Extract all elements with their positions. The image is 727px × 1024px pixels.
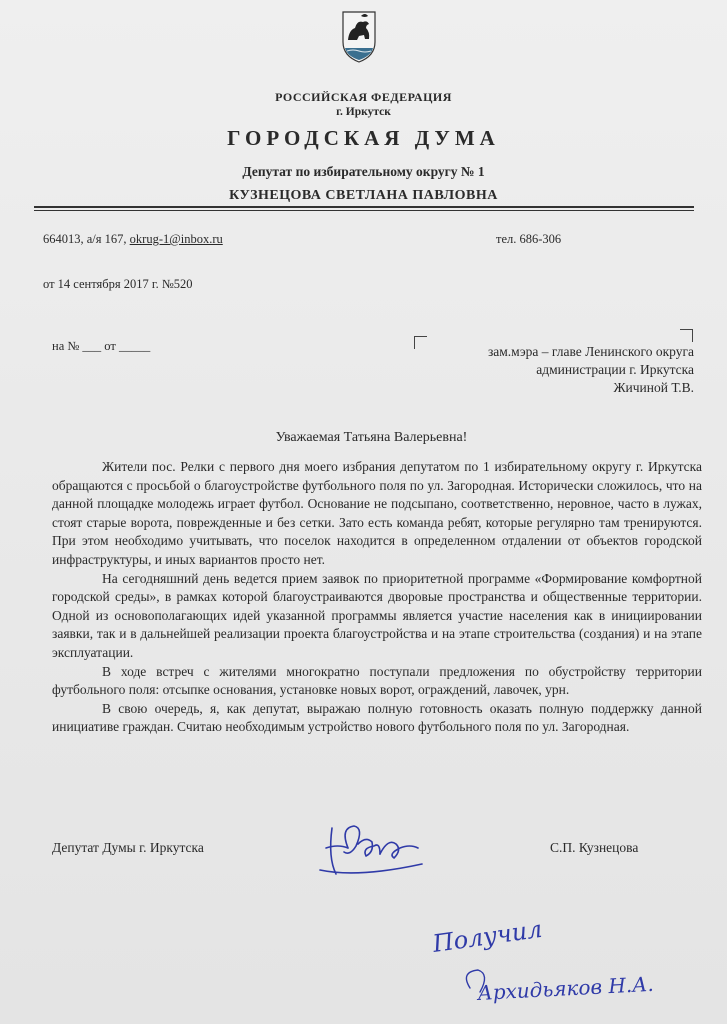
city-heading: г. Иркутск <box>336 106 391 118</box>
header-rule-thin <box>34 210 694 211</box>
paragraph: Жители пос. Релки с первого дня моего избрания депутатом по 1 избирательному округу г. Иркутска обращаются с просьбой о благоустройстве футбольного поля по ул. Загородная. Исторически сложилось, что на данной площадке молодежь играет футбол. Основание не подсыпано, соответственно, неровное, часто в лужах, стоят старые ворота, поврежденные и без сетки. Зато есть команда ребят, которые регулярно там тренируются. При этом необходимо учитывать, что поселок находится в определенном отдалении от объектов городской инфраструктуры, и иных вариантов просто нет. <box>52 459 702 567</box>
handwritten-signature <box>318 818 428 888</box>
recipient-block <box>440 343 694 397</box>
receipt-note-line-1: Получил <box>430 914 545 958</box>
country-heading: РОССИЙСКАЯ ФЕДЕРАЦИЯ <box>275 90 452 104</box>
recipient-line-1: зам.мэра – главе Ленинского округа <box>487 344 694 359</box>
paragraph: В свою очередь, я, как депутат, выражаю полную готовность оказать полную поддержку данной инициативе граждан. Считаю необходимым устройство нового футбольного поля по ул. Загородная. <box>52 700 702 735</box>
handwritten-receipt-note <box>430 912 720 1012</box>
recipient-line-3: Жичиной Т.В. <box>613 380 694 395</box>
paragraph: На сегодняшний день ведется прием заявок по приоритетной программе «Формирование комфортной городской среды», в рамках которой благоустраиваются дворовые пространства и общественные территории. Одной из основополагающих идей указанной программы является участие населения как в инициировании заявки, так и в дальнейшей реализации проекта благоустройства и на этапе строительства (создания) и на этапе эксплуатации. <box>52 570 702 660</box>
signatory-name: С.П. Кузнецова <box>550 840 639 855</box>
letter-body <box>52 458 702 737</box>
email-link[interactable]: okrug-1@inbox.ru <box>129 232 223 246</box>
irkutsk-coat-of-arms-icon <box>341 8 377 64</box>
address-corner-left <box>414 336 427 349</box>
paragraph: В ходе встреч с жителями многократно поступали предложения по обустройству территории футбольного поля: отсыпке основания, установке новых ворот, ограждений, лавочек, урн. <box>52 663 702 698</box>
postal-address <box>43 232 223 247</box>
letter-date: от 14 сентября 2017 г. №520 <box>43 277 193 291</box>
address-corner-right <box>680 329 693 342</box>
signatory-position: Депутат Думы г. Иркутска <box>52 840 204 855</box>
deputy-district-line: Депутат по избирательному округу № 1 <box>242 164 485 179</box>
council-title: ГОРОДСКАЯ ДУМА <box>227 126 500 150</box>
reply-reference: на № ___ от _____ <box>52 339 151 353</box>
receipt-note-line-2: Архидьяков Н.А. <box>477 971 655 1005</box>
header-rule-thick <box>34 206 694 208</box>
greeting: Уважаемая Татьяна Валерьевна! <box>275 430 468 445</box>
phone-number: тел. 686-306 <box>496 232 562 246</box>
recipient-line-2: администрации г. Иркутска <box>536 362 694 377</box>
deputy-name: КУЗНЕЦОВА СВЕТЛАНА ПАВЛОВНА <box>229 188 498 203</box>
address-prefix: 664013, а/я 167, <box>43 232 130 246</box>
